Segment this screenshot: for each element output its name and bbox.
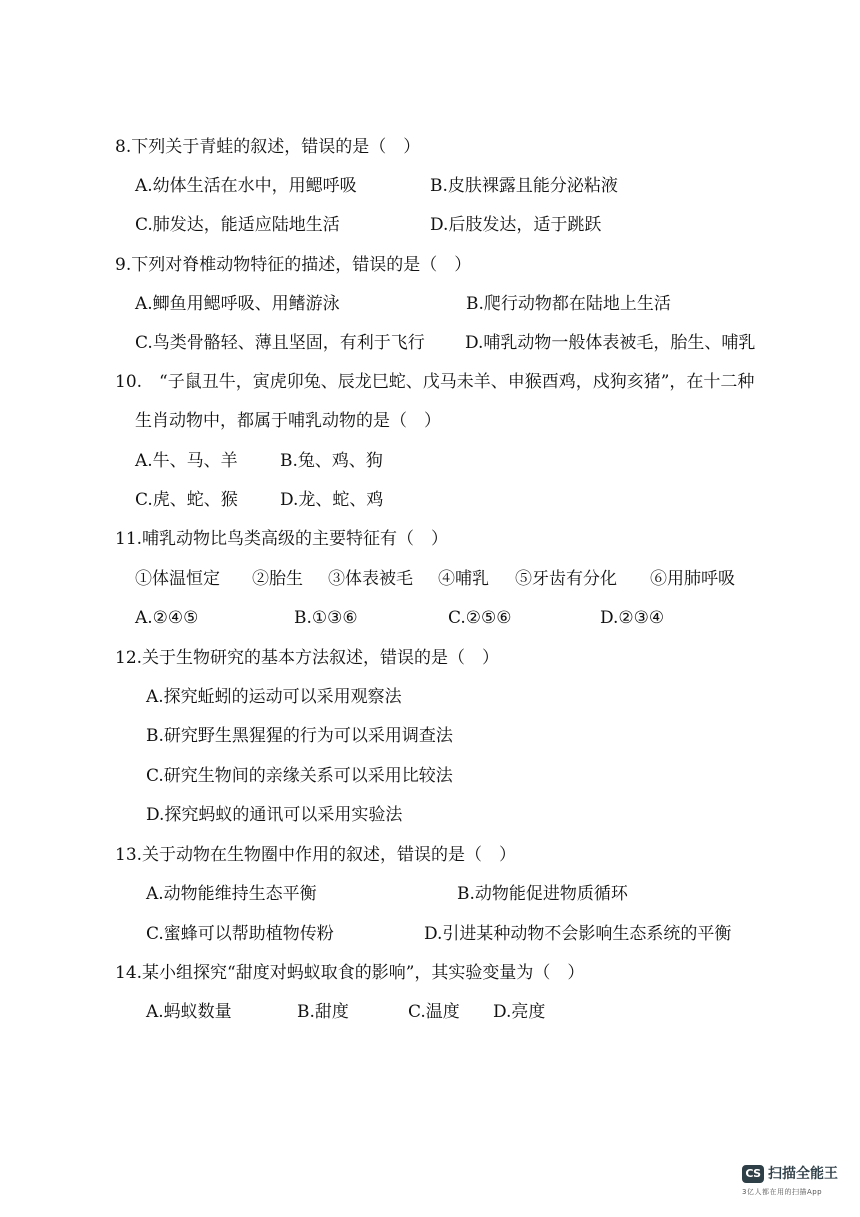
question-13-option-c: C.蜜蜂可以帮助植物传粉	[146, 924, 334, 944]
question-14-option-b: B.甜度	[297, 1002, 349, 1022]
watermark-subtitle: 3亿人都在用的扫描App	[742, 1188, 823, 1196]
question-12-option-c: C.研究生物间的亲缘关系可以采用比较法	[146, 766, 453, 786]
question-14-option-a: A.蚂蚁数量	[146, 1002, 232, 1022]
question-10-option-a: A.牛、马、羊	[135, 451, 238, 471]
question-8-option-b: B.皮肤裸露且能分泌粘液	[430, 176, 618, 196]
question-11-option-b: B.①③⑥	[294, 608, 358, 628]
question-11-stem: 11.哺乳动物比鸟类高级的主要特征有（ ）	[115, 529, 449, 549]
question-10-option-b: B.兔、鸡、狗	[280, 451, 383, 471]
question-9-option-c: C.鸟类骨骼轻、薄且坚固，有利于飞行	[135, 333, 425, 353]
question-11-option-a: A.②④⑤	[135, 608, 199, 628]
question-10-stem-line-2: 生肖动物中，都属于哺乳动物的是（ ）	[135, 411, 441, 431]
question-11-item-1: ①体温恒定	[135, 569, 220, 589]
question-10-option-d: D.龙、蛇、鸡	[280, 490, 384, 510]
question-8-option-d: D.后肢发达，适于跳跃	[430, 215, 602, 235]
camscanner-logo-icon: CS	[742, 1165, 764, 1183]
question-10-option-c: C.虎、蛇、猴	[135, 490, 238, 510]
question-14-option-c: C.温度	[408, 1002, 460, 1022]
question-11-option-c: C.②⑤⑥	[448, 608, 512, 628]
question-13-option-d: D.引进某种动物不会影响生态系统的平衡	[424, 924, 732, 944]
question-8-stem: 8.下列关于青蛙的叙述，错误的是（ ）	[115, 137, 421, 157]
question-11-option-d: D.②③④	[600, 608, 665, 628]
question-11-item-5: ⑤牙齿有分化	[515, 569, 617, 589]
question-14-option-d: D.亮度	[493, 1002, 546, 1022]
watermark-title: 扫描全能王	[768, 1166, 838, 1182]
question-9-stem: 9.下列对脊椎动物特征的描述，错误的是（ ）	[115, 255, 472, 275]
question-10-stem-line-1: 10. “子鼠丑牛，寅虎卯兔、辰龙巳蛇、戊马未羊、申猴酉鸡，戍狗亥猪”，在十二种	[115, 372, 755, 392]
scanner-watermark	[742, 1163, 842, 1203]
question-11-item-3: ③体表被毛	[328, 569, 413, 589]
question-8-option-c: C.肺发达，能适应陆地生活	[135, 215, 340, 235]
question-11-item-2: ②胎生	[252, 569, 303, 589]
question-9-option-a: A.鲫鱼用鳃呼吸、用鳍游泳	[135, 294, 340, 314]
question-13-stem: 13.关于动物在生物圈中作用的叙述，错误的是（ ）	[115, 845, 517, 865]
question-13-option-b: B.动物能促进物质循环	[457, 884, 628, 904]
question-12-option-d: D.探究蚂蚁的通讯可以采用实验法	[146, 805, 403, 825]
question-11-item-6: ⑥用肺呼吸	[650, 569, 735, 589]
question-12-stem: 12.关于生物研究的基本方法叙述，错误的是（ ）	[115, 648, 500, 668]
question-12-option-b: B.研究野生黑猩猩的行为可以采用调查法	[146, 726, 453, 746]
question-8-option-a: A.幼体生活在水中，用鳃呼吸	[135, 176, 357, 196]
question-14-stem: 14.某小组探究“甜度对蚂蚁取食的影响”，其实验变量为（ ）	[115, 963, 585, 983]
question-13-option-a: A.动物能维持生态平衡	[146, 884, 317, 904]
question-11-item-4: ④哺乳	[438, 569, 489, 589]
question-12-option-a: A.探究蚯蚓的运动可以采用观察法	[146, 687, 402, 707]
question-9-option-d: D.哺乳动物一般体表被毛，胎生、哺乳	[465, 333, 756, 353]
question-9-option-b: B.爬行动物都在陆地上生活	[466, 294, 671, 314]
